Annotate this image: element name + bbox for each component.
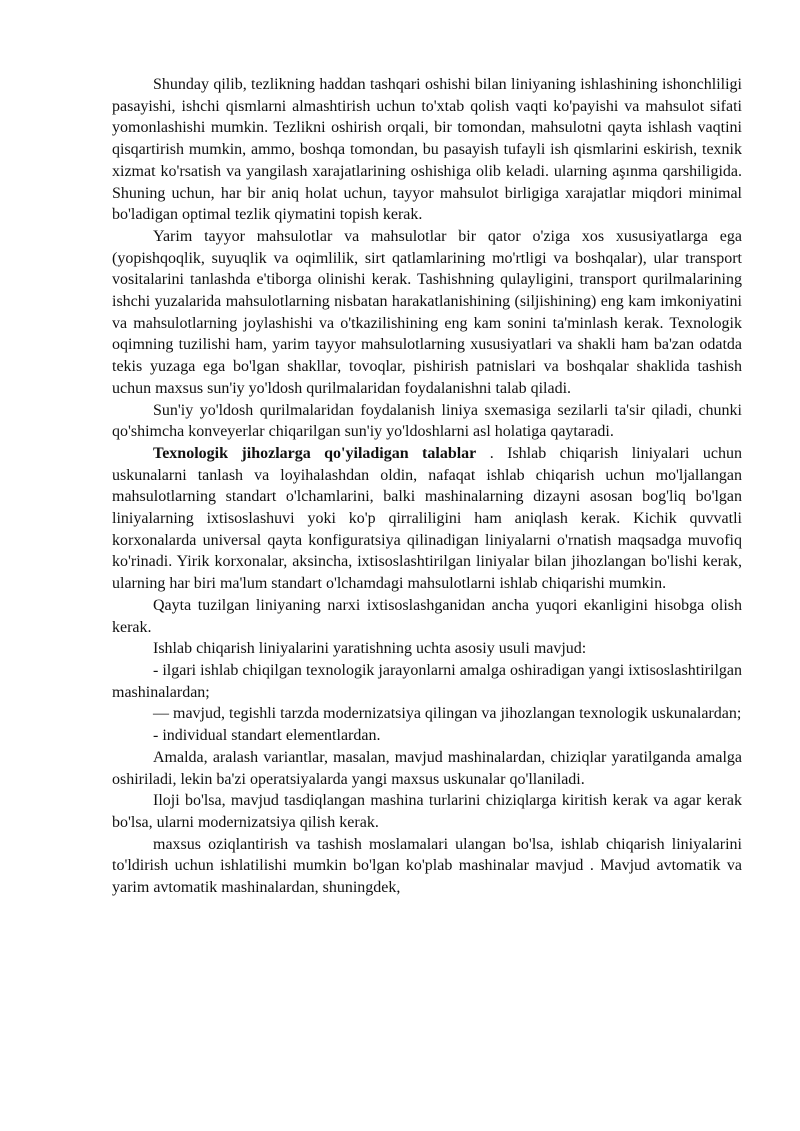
list-item-new-machines: - ilgari ishlab chiqilgan texnologik jarayonlarni amalga oshiradigan yangi ixtisoslashtirilgan mashinalardan; <box>112 661 742 701</box>
paragraph-feeding-devices: maxsus oziqlantirish va tashish moslamalari ulangan bo'lsa, ishlab chiqarish liniyalarini to'ldirish uchun ishlatilishi mumkin bo'lgan ko'plab mashinalar mavjud . Mavjud avtomatik va yarim avtomatik mashinalardan, shuningdek, <box>112 835 742 897</box>
paragraph-semi-finished-products: Yarim tayyor mahsulotlar va mahsulotlar bir qator o'ziga xos xususiyatlarga ega (yopishqoqlik, suyuqlik va oqimlilik, sirt qatlamlarining mo'rtligi va boshqalar), ular transport vositalarini tanlashda e'tiborga olinishi kerak. Tashishning qulayligini, transport qurilmalarining ishchi yuzalarida mahsulotlarning nisbatan harakatlanishining (siljishining) eng kam imkoniyatini va mahsulotlarning joylashishi va o'tkazilishining eng kam sonini ta'minlash kerak. Texnologik oqimning tuzilishi ham, yarim tayyor mahsulotlarning xususiyatlari va shakli ham ba'zan odatda tekis yuzaga ega bo'lgan shakllar, tovoqlar, pishirish patnislari va boshqalar shaklida tashish uchun maxsus sun'iy yo'ldosh qurilmalaridan foydalanishni talab qiladi. <box>112 227 742 397</box>
paragraph-speed-effects: Shunday qilib, tezlikning haddan tashqari oshishi bilan liniyaning ishlashining ishonchliligi pasayishi, ishchi qismlarni almashtirish uchun to'xtab qolish vaqti ko'payishi va mahsulot sifati yomonlashishi mumkin. Tezlikni oshirish orqali, bir tomondan, mahsulotni qayta ishlash vaqtini qisqartirish mumkin, ammo, boshqa tomondan, bu pasayish tufayli ish qismlarini eskirish, texnik xizmat ko'rsatish va yangilash xarajatlarining oshishiga olib keladi. ularning aşınma qarshiligida. Shuning uchun, har bir aniq holat uchun, tayyor mahsulot birligiga xarajatlar miqdori minimal bo'ladigan optimal tezlik qiymatini topish kerak. <box>112 76 742 224</box>
paragraph-approved-machines: Iloji bo'lsa, mavjud tasdiqlangan mashina turlarini chiziqlarga kiritish kerak va agar kerak bo'lsa, ularni modernizatsiya qilish kerak. <box>112 792 742 831</box>
paragraph-three-methods: Ishlab chiqarish liniyalarini yaratishning uchta asosiy usuli mavjud: <box>153 640 587 658</box>
paragraph-satellite-devices: Sun'iy yo'ldosh qurilmalaridan foydalanish liniya sxemasiga sezilarli ta'sir qiladi, chunki qo'shimcha konveyerlar chiqarilgan sun'iy yo'ldoshlarni asl holatiga qaytaradi. <box>112 401 742 441</box>
paragraph-equipment-requirements <box>112 443 742 595</box>
list-item-standard-elements: - individual standart elementlardan. <box>153 727 381 745</box>
list-item-modernized-equipment: — mavjud, tegishli tarzda modernizatsiya qilingan va jihozlangan texnologik uskunalardan; <box>153 705 742 723</box>
paragraph-mixed-variants: Amalda, aralash variantlar, masalan, mavjud mashinalardan, chiziqlar yaratilganda amalga oshiriladi, lekin ba'zi operatsiyalarda yangi maxsus uskunalar qo'llaniladi. <box>112 748 742 788</box>
paragraph-reconfigured-line-cost: Qayta tuzilgan liniyaning narxi ixtisoslashganidan ancha yuqori ekanligini hisobga olish kerak. <box>112 596 742 636</box>
paragraph-equipment-requirements-body: . Ishlab chiqarish liniyalari uchun uskunalarni tanlash va loyihalashdan oldin, nafaqat ishlab chiqarish uchun mo'ljallangan mahsulotlarning standart o'lchamlarini, balki mashinalarning dizayni asosan bog'liq bo'lgan liniyalarning ixtisoslashuvi yoki ko'p qirraliligini ham aniqlash kerak. Kichik quvvatli korxonalarda universal qayta konfiguratsiya qilinadigan liniyalarni o'rnatish maqsadga muvofiq ko'rinadi. Yirik korxonalar, aksincha, ixtisoslashtirilgan liniyalar bilan jihozlangan bo'lishi kerak, ularning har biri ma'lum standart o'lchamdagi mahsulotlarni ishlab chiqarishi mumkin. <box>112 444 742 593</box>
document-page <box>112 74 742 899</box>
section-heading-equipment-requirements: Texnologik jihozlarga qo'yiladigan talablar <box>153 444 477 462</box>
